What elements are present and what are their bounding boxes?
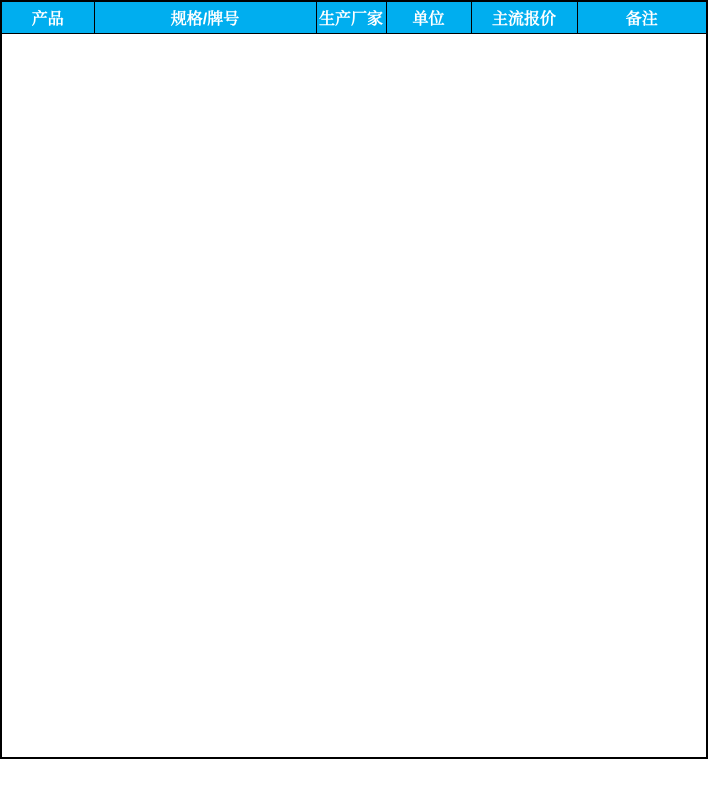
- table-row: [1, 149, 707, 178]
- table-row: [1, 555, 707, 584]
- table-row: [1, 642, 707, 671]
- table-row: [1, 584, 707, 613]
- header-row: [1, 1, 707, 33]
- table-row: [1, 381, 707, 410]
- table-row: [1, 62, 707, 91]
- header-unit: 单位: [386, 1, 471, 33]
- table-row: [1, 265, 707, 294]
- table-row: [1, 439, 707, 468]
- table-row: [1, 729, 707, 758]
- table-row: [1, 613, 707, 642]
- table-body: [1, 33, 707, 758]
- table-row: [1, 207, 707, 236]
- table-row: [1, 671, 707, 700]
- table-row: [1, 323, 707, 352]
- header-manufacturer: 生产厂家: [316, 1, 386, 33]
- table-row: [1, 33, 707, 62]
- header-remark: 备注: [577, 1, 707, 33]
- table-row: [1, 468, 707, 497]
- table-row: [1, 526, 707, 555]
- table-row: [1, 178, 707, 207]
- table-row: [1, 91, 707, 120]
- table-row: [1, 700, 707, 729]
- table-row: [1, 120, 707, 149]
- header-spec: 规格/牌号: [94, 1, 316, 33]
- table-row: [1, 410, 707, 439]
- table-row: [1, 236, 707, 265]
- table-row: [1, 497, 707, 526]
- table-row: [1, 294, 707, 323]
- header-product: 产品: [1, 1, 94, 33]
- table-row: [1, 352, 707, 381]
- header-price: 主流报价: [471, 1, 577, 33]
